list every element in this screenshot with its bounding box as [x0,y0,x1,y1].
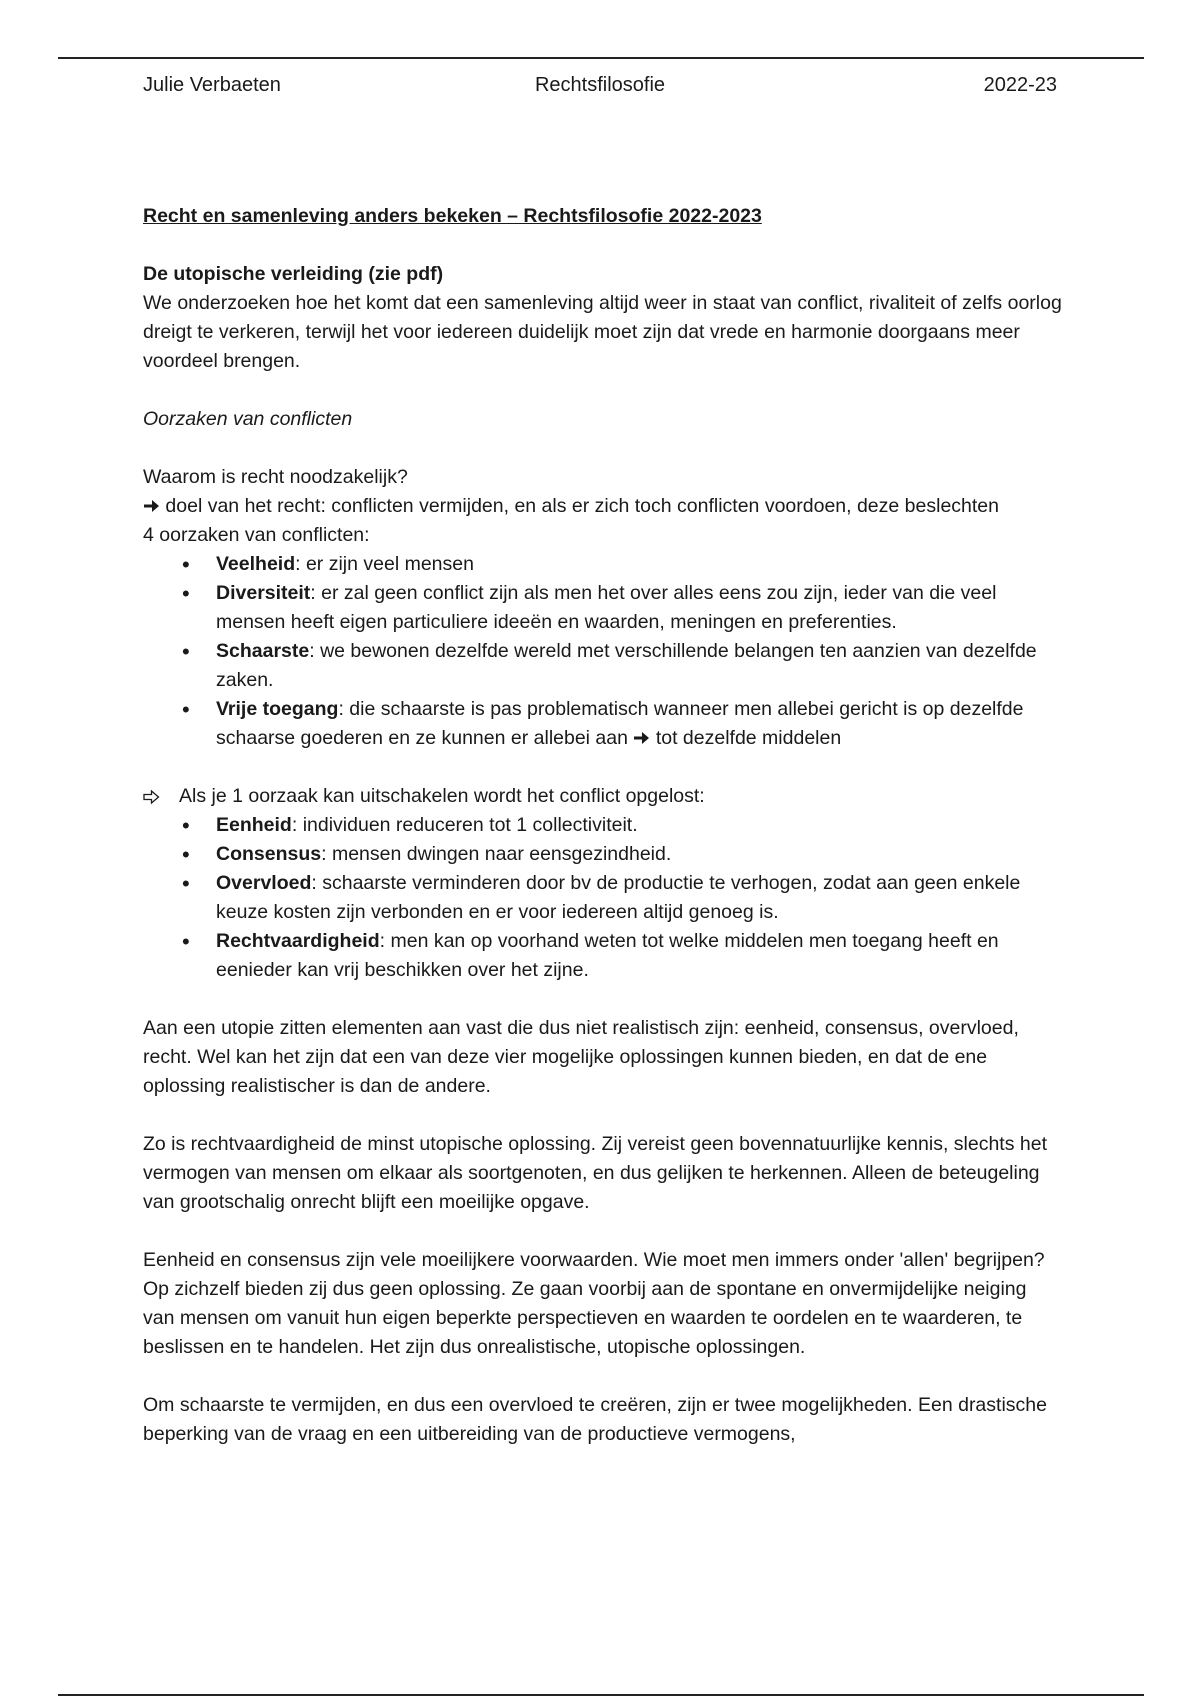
cause-text: : die schaarste is pas problematisch wanneer men allebei gericht is op dezelfde schaarse goederen en ze kunnen er allebei aan [216,698,1024,749]
paragraph: Eenheid en consensus zijn vele moeilijkere voorwaarden. Wie moet men immers onder 'allen' begrijpen? Op zichzelf bieden zij dus geen oplossing. Ze gaan voorbij aan de spontane en onvermijdelijke neiging van mensen om vanuit hun eigen beperkte perspectieven en waarden te oordelen en te waarderen, te beslissen en te handelen. Het zijn dus onrealistische, utopische oplossingen. [143,1249,1045,1358]
paragraph: Om schaarste te vermijden, en dus een overvloed te creëren, zijn er twee mogelijkheden. Een drastische beperking van de vraag en een uitbereiding van de productieve vermogens, [143,1394,1047,1445]
list-item [216,579,1063,637]
list-item [216,811,1063,840]
cause-term: Schaarste [216,640,310,662]
document-title: Recht en samenleving anders bekeken – Rechtsfilosofie 2022-2023 [143,205,762,227]
causes-list [143,550,1063,753]
right-arrow-icon [143,498,160,514]
solution-term: Eenheid [216,814,292,836]
intro-paragraph: We onderzoeken hoe het komt dat een samenleving altijd weer in staat van conflict, rivaliteit of zelfs oorlog dreigt te verkeren, terwijl het voor iedereen duidelijk moet zijn dat vrede en harmonie doorgaans meer voordeel brengen. [143,292,1062,372]
list-item [216,695,1063,753]
footer-rule [58,1694,1144,1696]
header-year: 2022-23 [983,74,1057,96]
cause-text: : er zal geen conflict zijn als men het over alles eens zou zijn, ieder van die veel mensen heeft eigen particuliere ideeën en waarden, meningen en preferenties. [216,582,997,633]
list-item [216,840,1063,869]
solution-text: : men kan op voorhand weten tot welke middelen men toegang heeft en eenieder kan vrij beschikken over het zijne. [216,930,999,981]
solution-term: Rechtvaardigheid [216,930,380,952]
cause-term: Diversiteit [216,582,311,604]
cause-term: Vrije toegang [216,698,339,720]
section-heading: De utopische verleiding (zie pdf) [143,263,444,285]
paragraph: Aan een utopie zitten elementen aan vast die dus niet realistisch zijn: eenheid, consensus, overvloed, recht. Wel kan het zijn dat een van deze vier mogelijke oplossingen kunnen bieden, en dat de ene oplossing realistischer is dan de andere. [143,1017,1019,1097]
list-item [216,869,1063,927]
document-body [143,202,1063,1449]
causes-intro: 4 oorzaken van conflicten: [143,524,370,546]
list-item [216,637,1063,695]
paragraph: Zo is rechtvaardigheid de minst utopische oplossing. Zij vereist geen bovennatuurlijke kennis, slechts het vermogen van mensen om elkaar als soortgenoten, en dus gelijken te herkennen. Alleen de beteugeling van grootschalig onrecht blijft een moeilijke opgave. [143,1133,1047,1213]
purpose-text: doel van het recht: conflicten vermijden, en als er zich toch conflicten voordoen, deze beslechten [165,495,999,517]
subheading: Oorzaken van conflicten [143,408,353,430]
solutions-list [143,811,1063,985]
header-course: Rechtsfilosofie [534,74,666,96]
solutions-intro: Als je 1 oorzaak kan uitschakelen wordt het conflict opgelost: [179,785,705,807]
purpose-line [143,492,1063,521]
cause-text-tail: tot dezelfde middelen [655,727,842,749]
list-item [216,550,1063,579]
page-header [143,74,1057,104]
header-author: Julie Verbaeten [143,74,281,96]
header-rule [58,57,1144,59]
solution-text: : mensen dwingen naar eensgezindheid. [321,843,672,865]
question-line: Waarom is recht noodzakelijk? [143,466,408,488]
solution-term: Overvloed [216,872,312,894]
solution-text: : individuen reduceren tot 1 collectiviteit. [291,814,638,836]
cause-text: : er zijn veel mensen [295,553,474,575]
hollow-right-arrow-icon [143,789,160,805]
solutions-intro-line [143,782,1063,811]
solution-term: Consensus [216,843,322,865]
solution-text: : schaarste verminderen door bv de productie te verhogen, zodat aan geen enkele keuze kosten zijn verbonden en er voor iedereen altijd genoeg is. [216,872,1021,923]
right-arrow-icon [633,730,650,746]
list-item [216,927,1063,985]
cause-term: Veelheid [216,553,296,575]
cause-text: : we bewonen dezelfde wereld met verschillende belangen ten aanzien van dezelfde zaken. [216,640,1037,691]
